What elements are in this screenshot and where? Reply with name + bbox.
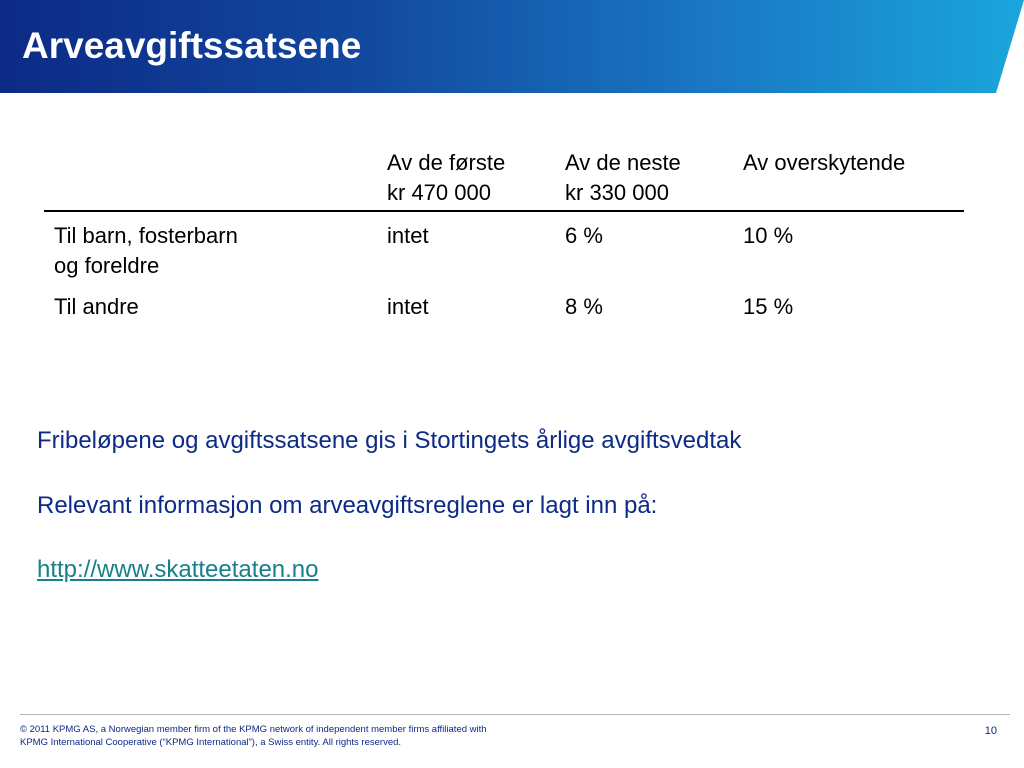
copyright-line2: KPMG International Cooperative (“KPMG International”), a Swiss entity. All rights reserved. xyxy=(20,737,402,748)
header-next-line1: Av de neste xyxy=(565,150,681,175)
header-next-amount xyxy=(565,148,743,211)
tax-rate-table xyxy=(44,148,964,322)
row-label-line1: Til barn, fosterbarn xyxy=(54,223,238,248)
footer-copyright xyxy=(20,723,487,749)
footer-divider xyxy=(20,714,1010,715)
header-first-line1: Av de første xyxy=(387,150,506,175)
skatteetaten-link[interactable]: http://www.skatteetaten.no xyxy=(37,556,319,583)
row-label-others: Til andre xyxy=(54,294,139,319)
exemption-note: Fribeløpene og avgiftssatsene gis i Stortingets årlige avgiftsvedtak xyxy=(37,427,742,454)
header-first-amount xyxy=(387,148,565,211)
header-excess-amount xyxy=(743,148,964,211)
copyright-line1: © 2011 KPMG AS, a Norwegian member firm of the KPMG network of independent member firms affiliated with xyxy=(20,724,487,735)
cell-next-rate: 6 % xyxy=(565,223,603,248)
table-header-row xyxy=(44,148,964,211)
page-number: 10 xyxy=(984,725,997,737)
header-excess-line1: Av overskytende xyxy=(743,150,906,175)
header-first-line2: kr 470 000 xyxy=(387,180,491,205)
cell-excess-rate: 10 % xyxy=(743,223,794,248)
header-empty-cell xyxy=(44,148,387,211)
info-note: Relevant informasjon om arveavgiftsreglene er lagt inn på: xyxy=(37,492,658,519)
header-next-line2: kr 330 000 xyxy=(565,180,669,205)
table-row xyxy=(44,281,964,322)
cell-first-rate: intet xyxy=(387,223,429,248)
slide-title: Arveavgiftssatsene xyxy=(22,25,362,66)
cell-first-rate: intet xyxy=(387,294,429,319)
cell-next-rate: 8 % xyxy=(565,294,603,319)
table-row xyxy=(44,211,964,281)
row-label-line2: og foreldre xyxy=(54,253,160,278)
row-label-children xyxy=(44,211,387,281)
cell-excess-rate: 15 % xyxy=(743,294,794,319)
